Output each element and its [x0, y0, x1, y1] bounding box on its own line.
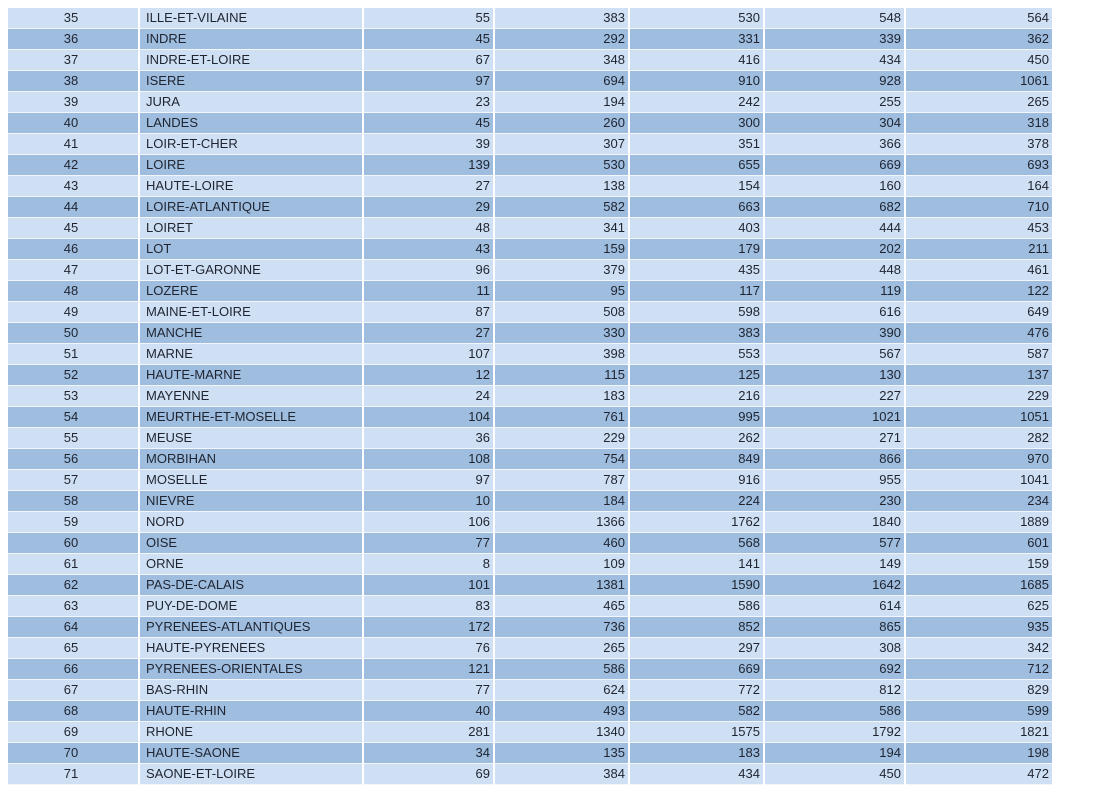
value-col-4: 616	[765, 302, 904, 323]
value-col-5: 342	[906, 638, 1052, 659]
value-col-5: 282	[906, 428, 1052, 449]
value-col-5: 1821	[906, 722, 1052, 743]
value-col-3: 655	[630, 155, 763, 176]
value-col-5: 1051	[906, 407, 1052, 428]
value-col-1: 76	[364, 638, 493, 659]
value-col-5: 137	[906, 365, 1052, 386]
value-col-2: 1366	[495, 512, 628, 533]
table-row	[8, 8, 1052, 29]
value-col-2: 694	[495, 71, 628, 92]
value-col-4: 586	[765, 701, 904, 722]
dept-number: 58	[8, 491, 138, 512]
dept-number: 40	[8, 113, 138, 134]
value-col-2: 159	[495, 239, 628, 260]
table-row	[8, 743, 1052, 764]
value-col-3: 383	[630, 323, 763, 344]
dept-number: 64	[8, 617, 138, 638]
dept-name: LOIRE	[140, 155, 362, 176]
value-col-5: 229	[906, 386, 1052, 407]
value-col-2: 1381	[495, 575, 628, 596]
value-col-2: 398	[495, 344, 628, 365]
value-col-4: 865	[765, 617, 904, 638]
dept-number: 59	[8, 512, 138, 533]
dept-name: BAS-RHIN	[140, 680, 362, 701]
dept-name: INDRE	[140, 29, 362, 50]
table-row	[8, 764, 1052, 785]
value-col-5: 453	[906, 218, 1052, 239]
value-col-3: 1762	[630, 512, 763, 533]
dept-name: PAS-DE-CALAIS	[140, 575, 362, 596]
dept-number: 53	[8, 386, 138, 407]
dept-name: JURA	[140, 92, 362, 113]
value-col-4: 669	[765, 155, 904, 176]
dept-name: LOIRE-ATLANTIQUE	[140, 197, 362, 218]
value-col-2: 292	[495, 29, 628, 50]
dept-number: 66	[8, 659, 138, 680]
value-col-4: 1792	[765, 722, 904, 743]
value-col-1: 43	[364, 239, 493, 260]
value-col-3: 663	[630, 197, 763, 218]
table-row	[8, 50, 1052, 71]
value-col-4: 1642	[765, 575, 904, 596]
value-col-3: 849	[630, 449, 763, 470]
value-col-5: 211	[906, 239, 1052, 260]
value-col-4: 255	[765, 92, 904, 113]
dept-name: HAUTE-LOIRE	[140, 176, 362, 197]
dept-number: 36	[8, 29, 138, 50]
dept-number: 50	[8, 323, 138, 344]
dept-number: 62	[8, 575, 138, 596]
value-col-2: 754	[495, 449, 628, 470]
table-row	[8, 365, 1052, 386]
value-col-5: 712	[906, 659, 1052, 680]
value-col-2: 493	[495, 701, 628, 722]
value-col-4: 339	[765, 29, 904, 50]
value-col-5: 122	[906, 281, 1052, 302]
table-row	[8, 281, 1052, 302]
dept-number: 56	[8, 449, 138, 470]
value-col-3: 852	[630, 617, 763, 638]
value-col-3: 598	[630, 302, 763, 323]
value-col-5: 362	[906, 29, 1052, 50]
value-col-1: 36	[364, 428, 493, 449]
value-col-1: 104	[364, 407, 493, 428]
value-col-4: 682	[765, 197, 904, 218]
table-row	[8, 29, 1052, 50]
table-row	[8, 197, 1052, 218]
value-col-4: 271	[765, 428, 904, 449]
value-col-1: 29	[364, 197, 493, 218]
dept-number: 46	[8, 239, 138, 260]
table-row	[8, 407, 1052, 428]
value-col-1: 96	[364, 260, 493, 281]
table-row	[8, 449, 1052, 470]
value-col-2: 95	[495, 281, 628, 302]
value-col-4: 692	[765, 659, 904, 680]
table-row	[8, 659, 1052, 680]
value-col-1: 172	[364, 617, 493, 638]
dept-number: 49	[8, 302, 138, 323]
table-row	[8, 344, 1052, 365]
value-col-2: 465	[495, 596, 628, 617]
table-row	[8, 701, 1052, 722]
table-row	[8, 680, 1052, 701]
value-col-2: 736	[495, 617, 628, 638]
table-row	[8, 71, 1052, 92]
dept-name: NIEVRE	[140, 491, 362, 512]
dept-name: LOIR-ET-CHER	[140, 134, 362, 155]
dept-number: 37	[8, 50, 138, 71]
value-col-1: 67	[364, 50, 493, 71]
value-col-2: 383	[495, 8, 628, 29]
dept-number: 45	[8, 218, 138, 239]
value-col-2: 384	[495, 764, 628, 785]
dept-name: MANCHE	[140, 323, 362, 344]
value-col-5: 935	[906, 617, 1052, 638]
value-col-1: 69	[364, 764, 493, 785]
value-col-5: 265	[906, 92, 1052, 113]
value-col-1: 48	[364, 218, 493, 239]
table-row	[8, 428, 1052, 449]
dept-number: 71	[8, 764, 138, 785]
dept-name: PYRENEES-ORIENTALES	[140, 659, 362, 680]
table-row	[8, 239, 1052, 260]
table-row	[8, 92, 1052, 113]
value-col-3: 351	[630, 134, 763, 155]
value-col-3: 582	[630, 701, 763, 722]
value-col-1: 106	[364, 512, 493, 533]
dept-number: 38	[8, 71, 138, 92]
value-col-1: 27	[364, 176, 493, 197]
value-col-1: 281	[364, 722, 493, 743]
value-col-3: 416	[630, 50, 763, 71]
value-col-5: 1061	[906, 71, 1052, 92]
value-col-5: 693	[906, 155, 1052, 176]
table-row	[8, 470, 1052, 491]
table-row	[8, 491, 1052, 512]
table-row	[8, 386, 1052, 407]
value-col-3: 553	[630, 344, 763, 365]
value-col-2: 530	[495, 155, 628, 176]
value-col-4: 1021	[765, 407, 904, 428]
dept-name: SAONE-ET-LOIRE	[140, 764, 362, 785]
value-col-3: 530	[630, 8, 763, 29]
dept-number: 51	[8, 344, 138, 365]
value-col-1: 27	[364, 323, 493, 344]
value-col-3: 916	[630, 470, 763, 491]
dept-name: ORNE	[140, 554, 362, 575]
value-col-3: 772	[630, 680, 763, 701]
table-row	[8, 554, 1052, 575]
dept-name: ISERE	[140, 71, 362, 92]
dept-number: 69	[8, 722, 138, 743]
table-row	[8, 155, 1052, 176]
value-col-1: 10	[364, 491, 493, 512]
value-col-3: 179	[630, 239, 763, 260]
value-col-3: 154	[630, 176, 763, 197]
table-row	[8, 323, 1052, 344]
value-col-4: 119	[765, 281, 904, 302]
value-col-3: 331	[630, 29, 763, 50]
value-col-4: 194	[765, 743, 904, 764]
value-col-2: 138	[495, 176, 628, 197]
value-col-1: 11	[364, 281, 493, 302]
value-col-1: 108	[364, 449, 493, 470]
value-col-3: 403	[630, 218, 763, 239]
value-col-4: 577	[765, 533, 904, 554]
value-col-4: 366	[765, 134, 904, 155]
value-col-3: 125	[630, 365, 763, 386]
value-col-4: 448	[765, 260, 904, 281]
value-col-2: 260	[495, 113, 628, 134]
dept-name: HAUTE-PYRENEES	[140, 638, 362, 659]
value-col-3: 224	[630, 491, 763, 512]
value-col-2: 183	[495, 386, 628, 407]
table-row	[8, 176, 1052, 197]
dept-number: 61	[8, 554, 138, 575]
dept-number: 47	[8, 260, 138, 281]
value-col-5: 450	[906, 50, 1052, 71]
value-col-1: 97	[364, 470, 493, 491]
value-col-2: 341	[495, 218, 628, 239]
value-col-1: 77	[364, 680, 493, 701]
value-col-5: 476	[906, 323, 1052, 344]
value-col-5: 587	[906, 344, 1052, 365]
value-col-3: 995	[630, 407, 763, 428]
value-col-4: 450	[765, 764, 904, 785]
dept-number: 70	[8, 743, 138, 764]
value-col-5: 625	[906, 596, 1052, 617]
value-col-1: 139	[364, 155, 493, 176]
value-col-3: 910	[630, 71, 763, 92]
value-col-3: 297	[630, 638, 763, 659]
value-col-1: 55	[364, 8, 493, 29]
value-col-3: 117	[630, 281, 763, 302]
value-col-3: 141	[630, 554, 763, 575]
value-col-4: 160	[765, 176, 904, 197]
value-col-1: 40	[364, 701, 493, 722]
value-col-1: 23	[364, 92, 493, 113]
value-col-5: 198	[906, 743, 1052, 764]
dept-name: MOSELLE	[140, 470, 362, 491]
value-col-4: 928	[765, 71, 904, 92]
table-row	[8, 134, 1052, 155]
value-col-3: 1575	[630, 722, 763, 743]
dept-number: 35	[8, 8, 138, 29]
value-col-1: 34	[364, 743, 493, 764]
dept-name: PUY-DE-DOME	[140, 596, 362, 617]
value-col-4: 304	[765, 113, 904, 134]
value-col-5: 472	[906, 764, 1052, 785]
value-col-5: 599	[906, 701, 1052, 722]
value-col-2: 115	[495, 365, 628, 386]
dept-name: RHONE	[140, 722, 362, 743]
value-col-5: 1041	[906, 470, 1052, 491]
value-col-3: 262	[630, 428, 763, 449]
dept-name: MEUSE	[140, 428, 362, 449]
value-col-4: 614	[765, 596, 904, 617]
value-col-4: 308	[765, 638, 904, 659]
dept-number: 60	[8, 533, 138, 554]
value-col-4: 130	[765, 365, 904, 386]
table-row	[8, 113, 1052, 134]
value-col-1: 8	[364, 554, 493, 575]
value-col-4: 812	[765, 680, 904, 701]
value-col-3: 183	[630, 743, 763, 764]
value-col-5: 970	[906, 449, 1052, 470]
value-col-4: 866	[765, 449, 904, 470]
value-col-2: 379	[495, 260, 628, 281]
dept-number: 68	[8, 701, 138, 722]
table-row	[8, 617, 1052, 638]
value-col-5: 378	[906, 134, 1052, 155]
value-col-2: 624	[495, 680, 628, 701]
value-col-3: 242	[630, 92, 763, 113]
value-col-2: 229	[495, 428, 628, 449]
dept-number: 48	[8, 281, 138, 302]
value-col-3: 300	[630, 113, 763, 134]
dept-name: MEURTHE-ET-MOSELLE	[140, 407, 362, 428]
value-col-1: 39	[364, 134, 493, 155]
dept-number: 63	[8, 596, 138, 617]
value-col-1: 45	[364, 113, 493, 134]
value-col-2: 135	[495, 743, 628, 764]
value-col-1: 107	[364, 344, 493, 365]
value-col-2: 787	[495, 470, 628, 491]
value-col-2: 1340	[495, 722, 628, 743]
value-col-5: 164	[906, 176, 1052, 197]
value-col-4: 1840	[765, 512, 904, 533]
dept-number: 55	[8, 428, 138, 449]
value-col-4: 227	[765, 386, 904, 407]
value-col-1: 101	[364, 575, 493, 596]
value-col-5: 1889	[906, 512, 1052, 533]
value-col-3: 568	[630, 533, 763, 554]
table-row	[8, 638, 1052, 659]
value-col-1: 121	[364, 659, 493, 680]
value-col-4: 230	[765, 491, 904, 512]
table-row	[8, 302, 1052, 323]
value-col-2: 330	[495, 323, 628, 344]
value-col-5: 829	[906, 680, 1052, 701]
dept-name: LANDES	[140, 113, 362, 134]
dept-name: ILLE-ET-VILAINE	[140, 8, 362, 29]
value-col-1: 24	[364, 386, 493, 407]
value-col-3: 1590	[630, 575, 763, 596]
dept-name: HAUTE-MARNE	[140, 365, 362, 386]
value-col-5: 564	[906, 8, 1052, 29]
dept-number: 65	[8, 638, 138, 659]
dept-number: 54	[8, 407, 138, 428]
value-col-4: 149	[765, 554, 904, 575]
value-col-2: 184	[495, 491, 628, 512]
value-col-1: 83	[364, 596, 493, 617]
dept-name: MAINE-ET-LOIRE	[140, 302, 362, 323]
value-col-5: 159	[906, 554, 1052, 575]
dept-number: 44	[8, 197, 138, 218]
value-col-1: 97	[364, 71, 493, 92]
dept-name: MORBIHAN	[140, 449, 362, 470]
value-col-5: 318	[906, 113, 1052, 134]
table-row	[8, 260, 1052, 281]
table-row	[8, 533, 1052, 554]
table-row	[8, 218, 1052, 239]
value-col-2: 194	[495, 92, 628, 113]
table-row	[8, 722, 1052, 743]
value-col-2: 307	[495, 134, 628, 155]
value-col-3: 434	[630, 764, 763, 785]
value-col-3: 435	[630, 260, 763, 281]
dept-name: LOZERE	[140, 281, 362, 302]
value-col-2: 586	[495, 659, 628, 680]
dept-number: 52	[8, 365, 138, 386]
value-col-3: 669	[630, 659, 763, 680]
table-row	[8, 512, 1052, 533]
value-col-3: 216	[630, 386, 763, 407]
dept-name: HAUTE-SAONE	[140, 743, 362, 764]
value-col-2: 582	[495, 197, 628, 218]
dept-number: 41	[8, 134, 138, 155]
value-col-4: 567	[765, 344, 904, 365]
value-col-4: 202	[765, 239, 904, 260]
dept-name: INDRE-ET-LOIRE	[140, 50, 362, 71]
table-body	[8, 8, 1052, 785]
value-col-2: 508	[495, 302, 628, 323]
value-col-5: 649	[906, 302, 1052, 323]
value-col-2: 265	[495, 638, 628, 659]
value-col-4: 444	[765, 218, 904, 239]
value-col-1: 45	[364, 29, 493, 50]
value-col-1: 77	[364, 533, 493, 554]
value-col-4: 390	[765, 323, 904, 344]
table-row	[8, 596, 1052, 617]
value-col-2: 348	[495, 50, 628, 71]
value-col-1: 12	[364, 365, 493, 386]
value-col-2: 109	[495, 554, 628, 575]
value-col-4: 548	[765, 8, 904, 29]
dept-number: 57	[8, 470, 138, 491]
dept-number: 67	[8, 680, 138, 701]
dept-name: LOT-ET-GARONNE	[140, 260, 362, 281]
value-col-5: 461	[906, 260, 1052, 281]
value-col-2: 460	[495, 533, 628, 554]
table-row	[8, 575, 1052, 596]
dept-name: NORD	[140, 512, 362, 533]
dept-number: 39	[8, 92, 138, 113]
value-col-1: 87	[364, 302, 493, 323]
value-col-5: 710	[906, 197, 1052, 218]
dept-name: PYRENEES-ATLANTIQUES	[140, 617, 362, 638]
dept-number: 42	[8, 155, 138, 176]
dept-name: LOIRET	[140, 218, 362, 239]
dept-name: HAUTE-RHIN	[140, 701, 362, 722]
value-col-5: 234	[906, 491, 1052, 512]
dept-number: 43	[8, 176, 138, 197]
dept-name: MARNE	[140, 344, 362, 365]
value-col-5: 601	[906, 533, 1052, 554]
value-col-4: 434	[765, 50, 904, 71]
value-col-3: 586	[630, 596, 763, 617]
dept-name: LOT	[140, 239, 362, 260]
dept-name: MAYENNE	[140, 386, 362, 407]
departments-table	[6, 8, 1054, 785]
dept-name: OISE	[140, 533, 362, 554]
value-col-2: 761	[495, 407, 628, 428]
value-col-4: 955	[765, 470, 904, 491]
value-col-5: 1685	[906, 575, 1052, 596]
